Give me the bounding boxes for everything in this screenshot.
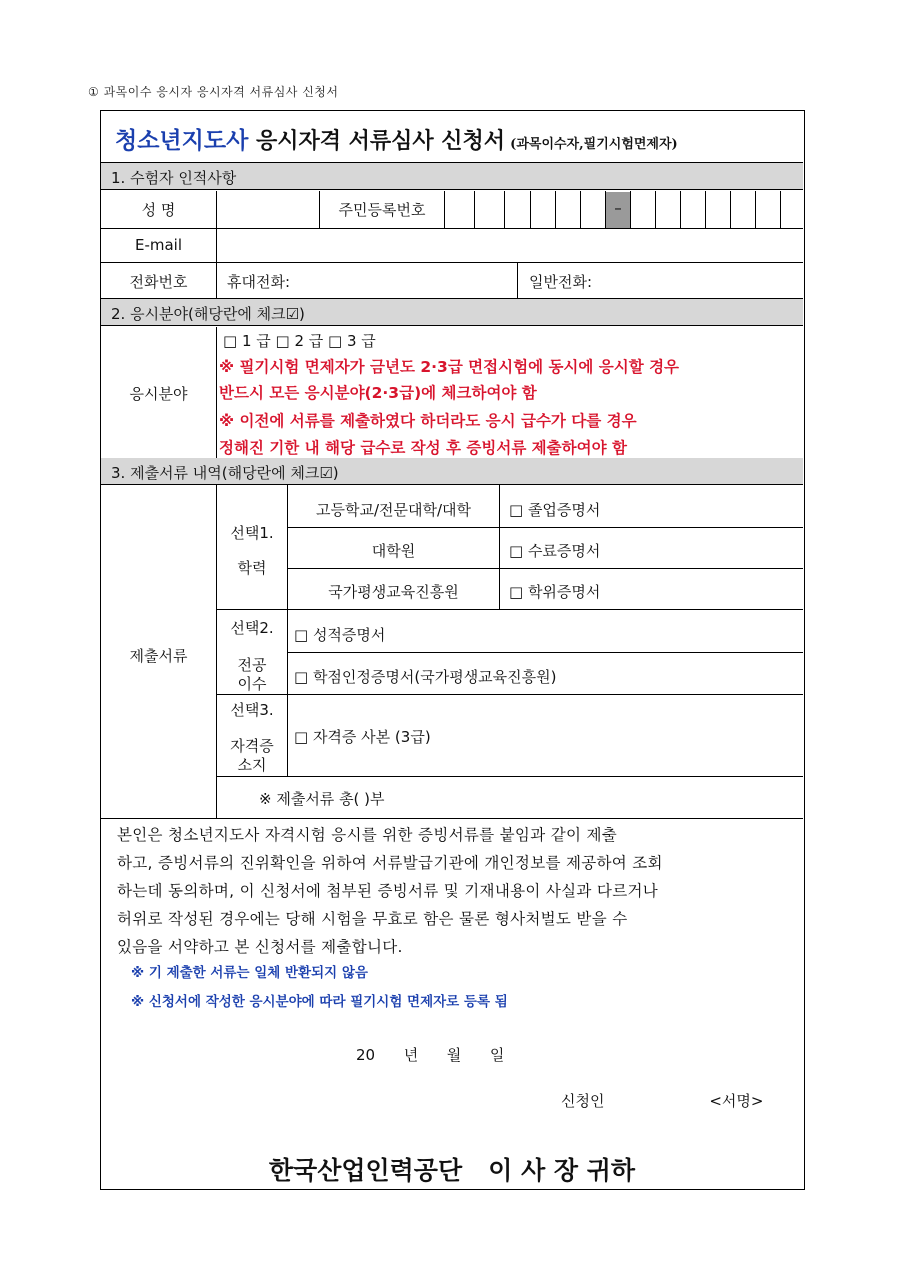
consent-line: 본인은 청소년지도사 자격시험 응시를 위한 증빙서류를 붙임과 같이 제출 — [117, 826, 618, 844]
form-title-blue: 청소년지도사 — [115, 127, 249, 154]
form-subtitle: (과목이수자,필기시험면제자) — [510, 137, 678, 152]
rrn-label: 주민등록번호 — [338, 201, 426, 219]
school-cell: 국가평생교육진흥원 — [328, 583, 459, 601]
divider — [101, 818, 803, 819]
mobile-input[interactable] — [217, 263, 517, 298]
date-line: 20 년 월 일 — [356, 1046, 505, 1064]
form-title — [115, 122, 678, 155]
degree-cert-checkbox[interactable]: □ 학위증명서 — [509, 583, 601, 601]
option3-sub2: 소지 — [237, 756, 267, 774]
completion-cert-checkbox[interactable]: □ 수료증명서 — [509, 542, 601, 560]
option1-sub: 학력 — [237, 559, 267, 577]
name-input[interactable] — [217, 193, 319, 227]
field-label: 응시분야 — [129, 385, 188, 403]
field-note-1: ※ 필기시험 면제자가 금년도 2·3급 면접시험에 동시에 응시할 경우 — [219, 358, 680, 376]
divider — [217, 694, 803, 695]
section1-header: 1. 수험자 인적사항 — [101, 163, 803, 190]
docs-total: ※ 제출서류 총( )부 — [259, 790, 385, 808]
license-copy-checkbox[interactable]: □ 자격증 사본 (3급) — [294, 728, 431, 746]
option3-label: 선택3. — [230, 701, 274, 719]
school-cell: 고등학교/전문대학/대학 — [315, 501, 471, 519]
consent-notes — [131, 959, 508, 1017]
form-caption: ① 과목이수 응시자 응시자격 서류심사 신청서 — [88, 85, 339, 99]
footer-recipient: 한국산업인력공단 이 사 장 귀하 — [268, 1156, 636, 1185]
consent-line: 있음을 서약하고 본 신청서를 제출합니다. — [117, 938, 403, 956]
landline-input[interactable] — [518, 263, 803, 298]
application-form — [100, 110, 805, 1190]
consent-line: 하는데 동의하며, 이 신청서에 첨부된 증빙서류 및 기재내용이 사실과 다르거나 — [117, 882, 659, 900]
option2-sub1: 전공 — [237, 656, 267, 674]
consent-note: ※ 기 제출한 서류는 일체 반환되지 않음 — [131, 965, 368, 981]
divider — [499, 485, 500, 609]
grade-checkboxes[interactable]: □ 1 급 □ 2 급 □ 3 급 — [223, 332, 376, 350]
docs-label: 제출서류 — [129, 647, 188, 665]
divider — [288, 568, 803, 569]
option3-sub1: 자격증 — [230, 737, 274, 755]
field-note-2: 반드시 모든 응시분야(2·3급)에 체크하여야 함 — [219, 384, 537, 402]
mobile-label: 휴대전화: — [227, 273, 291, 291]
email-input[interactable] — [217, 229, 803, 262]
consent-line: 하고, 증빙서류의 진위확인을 위하여 서류발급기관에 개인정보를 제공하여 조회 — [117, 854, 663, 872]
consent-note: ※ 신청서에 작성한 응시분야에 따라 필기시험 면제자로 등록 됨 — [131, 994, 508, 1010]
form-title-row — [101, 111, 803, 163]
landline-label: 일반전화: — [529, 273, 593, 291]
divider — [288, 527, 803, 528]
option2-label: 선택2. — [230, 619, 274, 637]
credit-cert-checkbox[interactable]: □ 학점인정증명서(국가평생교육진흥원) — [294, 668, 557, 686]
form-title-black: 응시자격 서류심사 신청서 — [248, 128, 506, 154]
divider — [217, 776, 803, 777]
section2-header: 2. 응시분야(해당란에 체크☑) — [101, 299, 803, 326]
divider — [217, 609, 803, 610]
transcript-checkbox[interactable]: □ 성적증명서 — [294, 626, 386, 644]
phone-label: 전화번호 — [129, 273, 188, 291]
option2-sub2: 이수 — [237, 675, 267, 693]
school-cell: 대학원 — [371, 542, 416, 560]
field-note-3: ※ 이전에 서류를 제출하였다 하더라도 응시 급수가 다를 경우 — [219, 412, 637, 430]
section3-header: 3. 제출서류 내역(해당란에 체크☑) — [101, 458, 803, 485]
consent-line: 허위로 작성된 경우에는 당해 시험을 무효로 함은 물론 형사처벌도 받을 수 — [117, 910, 628, 928]
divider — [216, 327, 217, 458]
rrn-dash: – — [614, 199, 622, 217]
applicant-signature: 신청인 <서명> — [561, 1092, 764, 1110]
divider — [287, 485, 288, 776]
divider — [288, 652, 803, 653]
email-label: E-mail — [134, 236, 183, 254]
field-note-4: 정해진 기한 내 해당 급수로 작성 후 증빙서류 제출하여야 함 — [219, 439, 627, 457]
option1-label: 선택1. — [230, 524, 274, 542]
name-label: 성 명 — [141, 201, 176, 219]
graduation-cert-checkbox[interactable]: □ 졸업증명서 — [509, 501, 601, 519]
rrn-input[interactable] — [445, 192, 803, 228]
consent-paragraph — [117, 821, 791, 961]
